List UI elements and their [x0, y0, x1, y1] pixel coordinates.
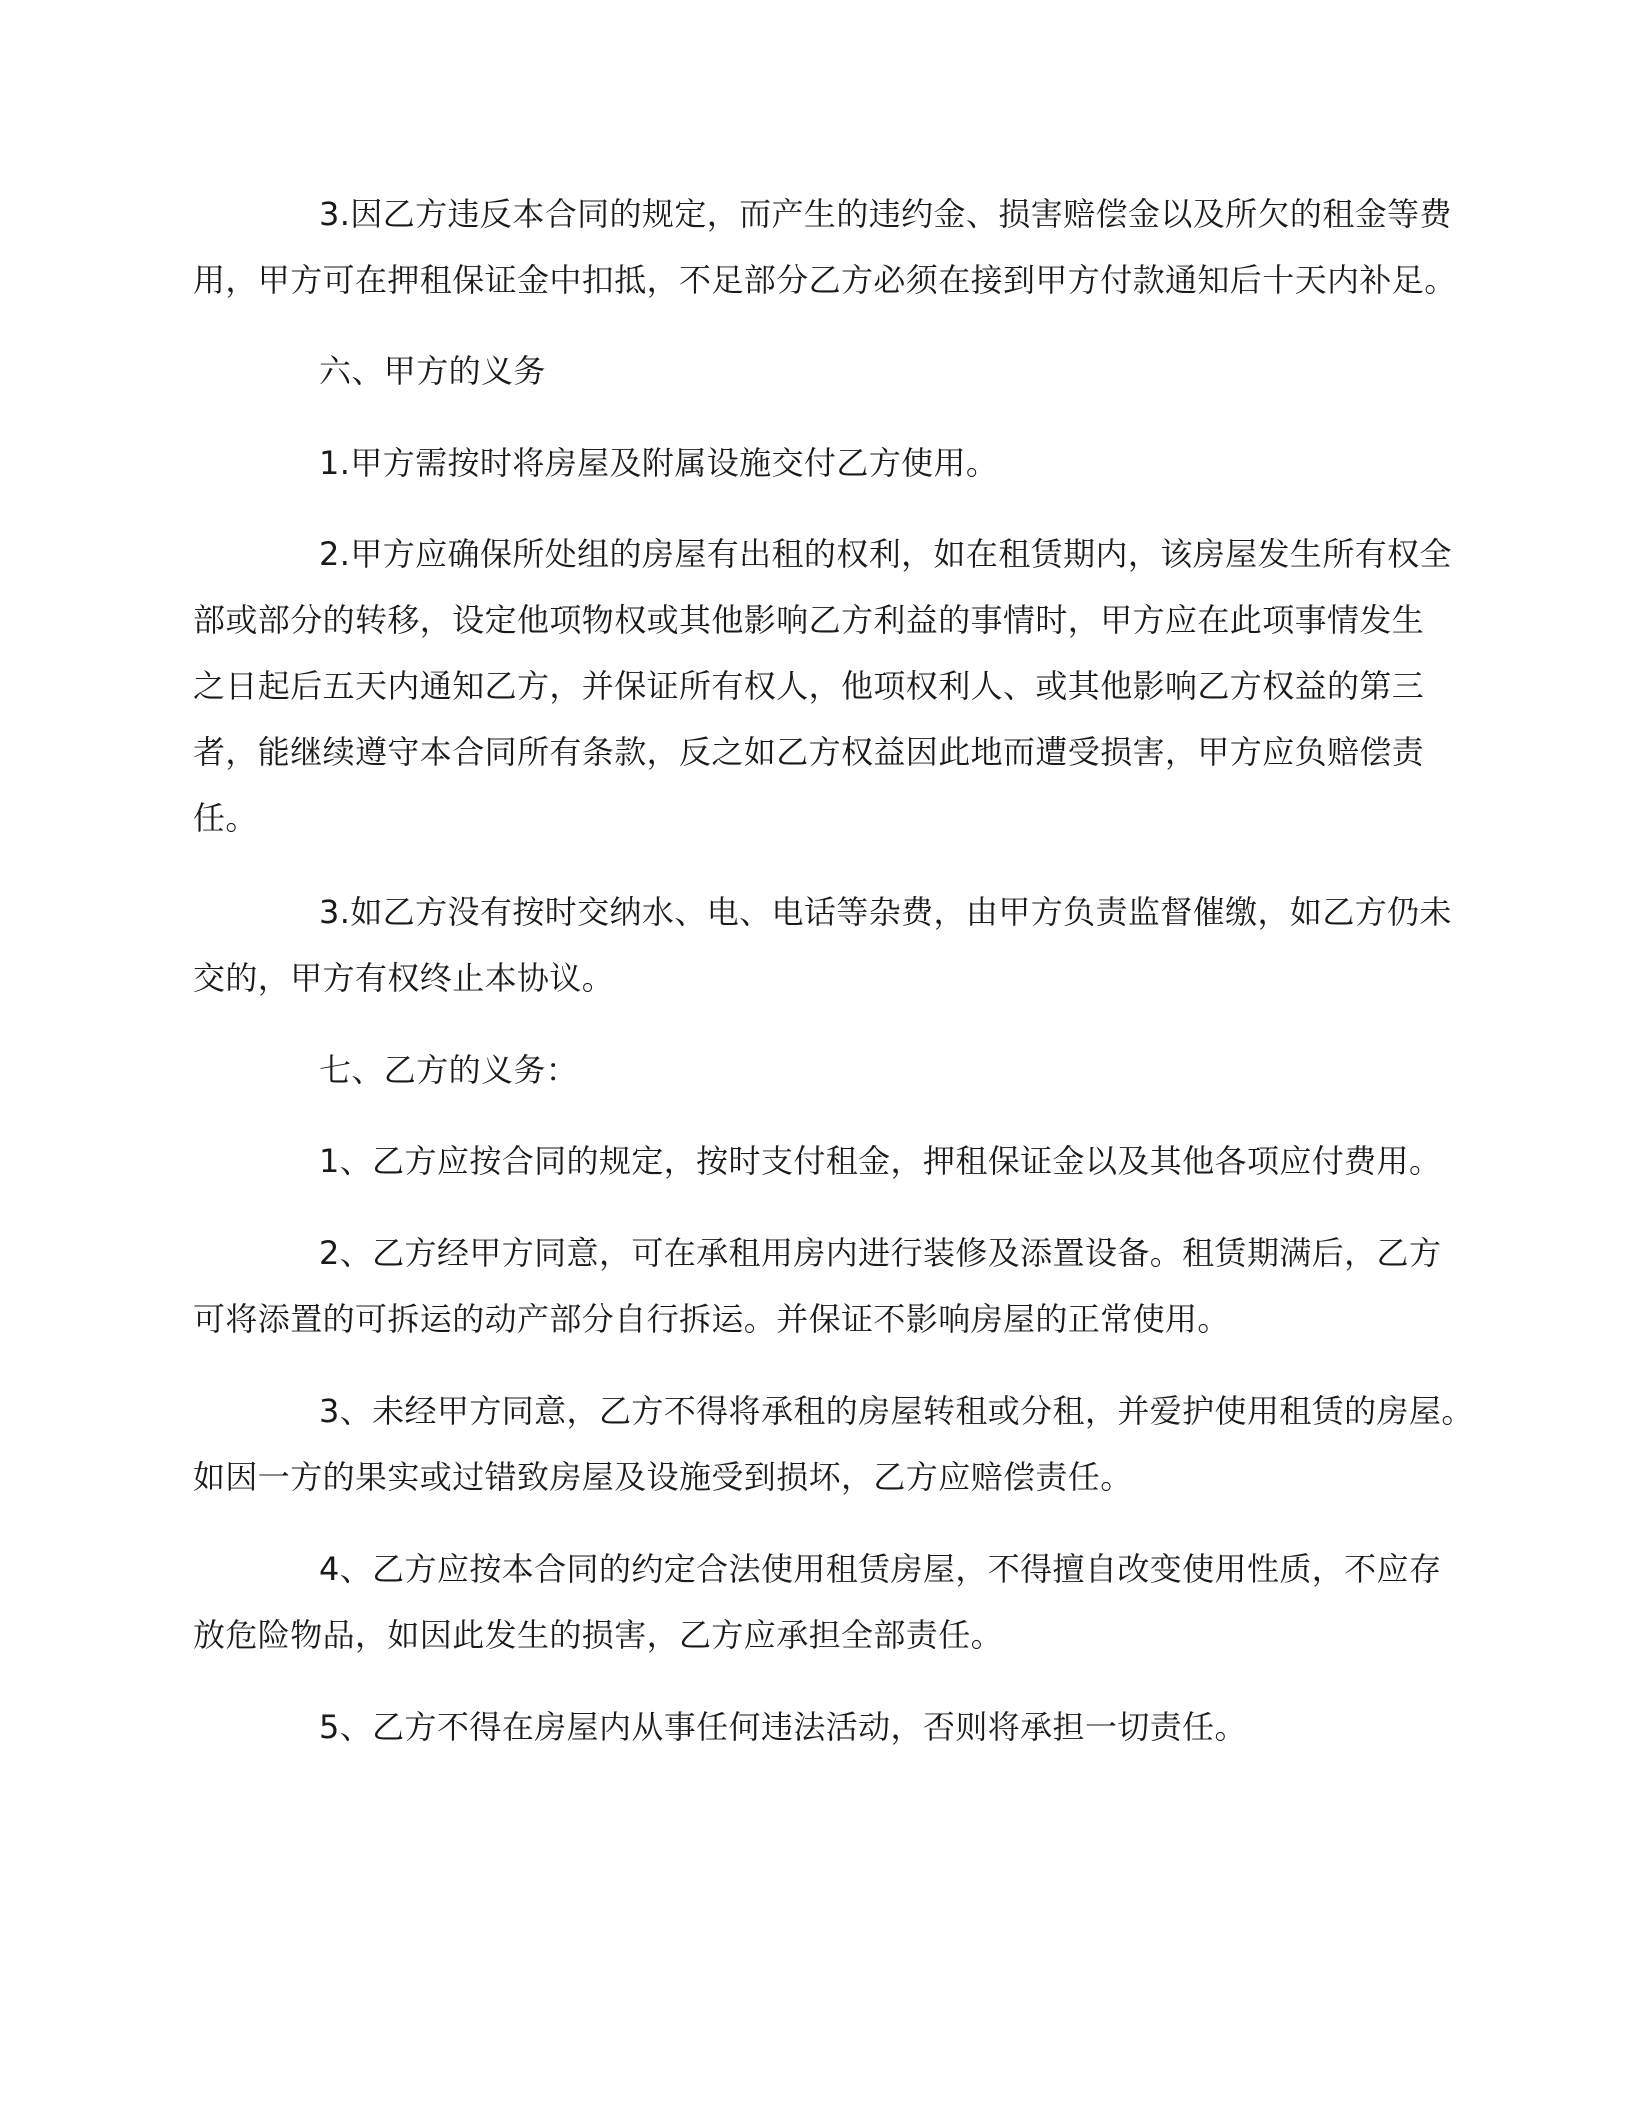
paragraph-line: 之日起后五天内通知乙方，并保证所有权人，他项权利人、或其他影响乙方权益的第三 [193, 667, 1425, 705]
clause-7-4-paragraph [193, 1536, 1453, 1668]
clause-5-3-paragraph [193, 181, 1457, 313]
clause-7-3-paragraph [193, 1378, 1474, 1510]
paragraph-line: 可将添置的可拆运的动产部分自行拆运。并保证不影响房屋的正常使用。 [193, 1300, 1230, 1338]
section-6-heading [193, 338, 1453, 404]
paragraph-line: 如因一方的果实或过错致房屋及设施受到损坏，乙方应赔偿责任。 [193, 1458, 1133, 1496]
paragraph-line: 5、乙方不得在房屋内从事任何违法活动，否则将承担一切责任。 [319, 1708, 1247, 1746]
paragraph-line: 2.甲方应确保所处组的房屋有出租的权利，如在租赁期内，该房屋发生所有权全 [319, 535, 1452, 573]
section-7-heading [193, 1037, 1453, 1103]
paragraph-line: 2、乙方经甲方同意，可在承租用房内进行装修及添置设备。租赁期满后，乙方 [319, 1234, 1442, 1272]
paragraph-line: 用，甲方可在押租保证金中扣抵，不足部分乙方必须在接到甲方付款通知后十天内补足。 [193, 261, 1457, 299]
clause-7-1-paragraph [193, 1128, 1453, 1194]
paragraph-line: 部或部分的转移，设定他项物权或其他影响乙方利益的事情时，甲方应在此项事情发生 [193, 601, 1425, 639]
clause-6-3-paragraph [193, 879, 1453, 1011]
section-heading-text: 七、乙方的义务： [319, 1051, 579, 1089]
paragraph-line: 任。 [193, 799, 258, 837]
paragraph-line: 者，能继续遵守本合同所有条款，反之如乙方权益因此地而遭受损害，甲方应负赔偿责 [193, 733, 1425, 771]
clause-7-2-paragraph [193, 1220, 1453, 1352]
paragraph-line: 3.因乙方违反本合同的规定，而产生的违约金、损害赔偿金以及所欠的租金等费 [319, 195, 1452, 233]
section-heading-text: 六、甲方的义务 [319, 352, 546, 390]
paragraph-line: 4、乙方应按本合同的约定合法使用租赁房屋，不得擅自改变使用性质，不应存 [319, 1550, 1442, 1588]
clause-7-5-paragraph [193, 1694, 1453, 1760]
clause-6-1-paragraph [193, 430, 1453, 496]
clause-6-2-paragraph [193, 521, 1453, 851]
paragraph-line: 1.甲方需按时将房屋及附属设施交付乙方使用。 [319, 444, 999, 482]
paragraph-line: 3、未经甲方同意，乙方不得将承租的房屋转租或分租，并爱护使用租赁的房屋。 [319, 1392, 1474, 1430]
paragraph-line: 1、乙方应按合同的规定，按时支付租金，押租保证金以及其他各项应付费用。 [319, 1142, 1442, 1180]
paragraph-line: 3.如乙方没有按时交纳水、电、电话等杂费，由甲方负责监督催缴，如乙方仍未 [319, 893, 1452, 931]
paragraph-line: 放危险物品，如因此发生的损害，乙方应承担全部责任。 [193, 1616, 1004, 1654]
paragraph-line: 交的，甲方有权终止本协议。 [193, 959, 615, 997]
